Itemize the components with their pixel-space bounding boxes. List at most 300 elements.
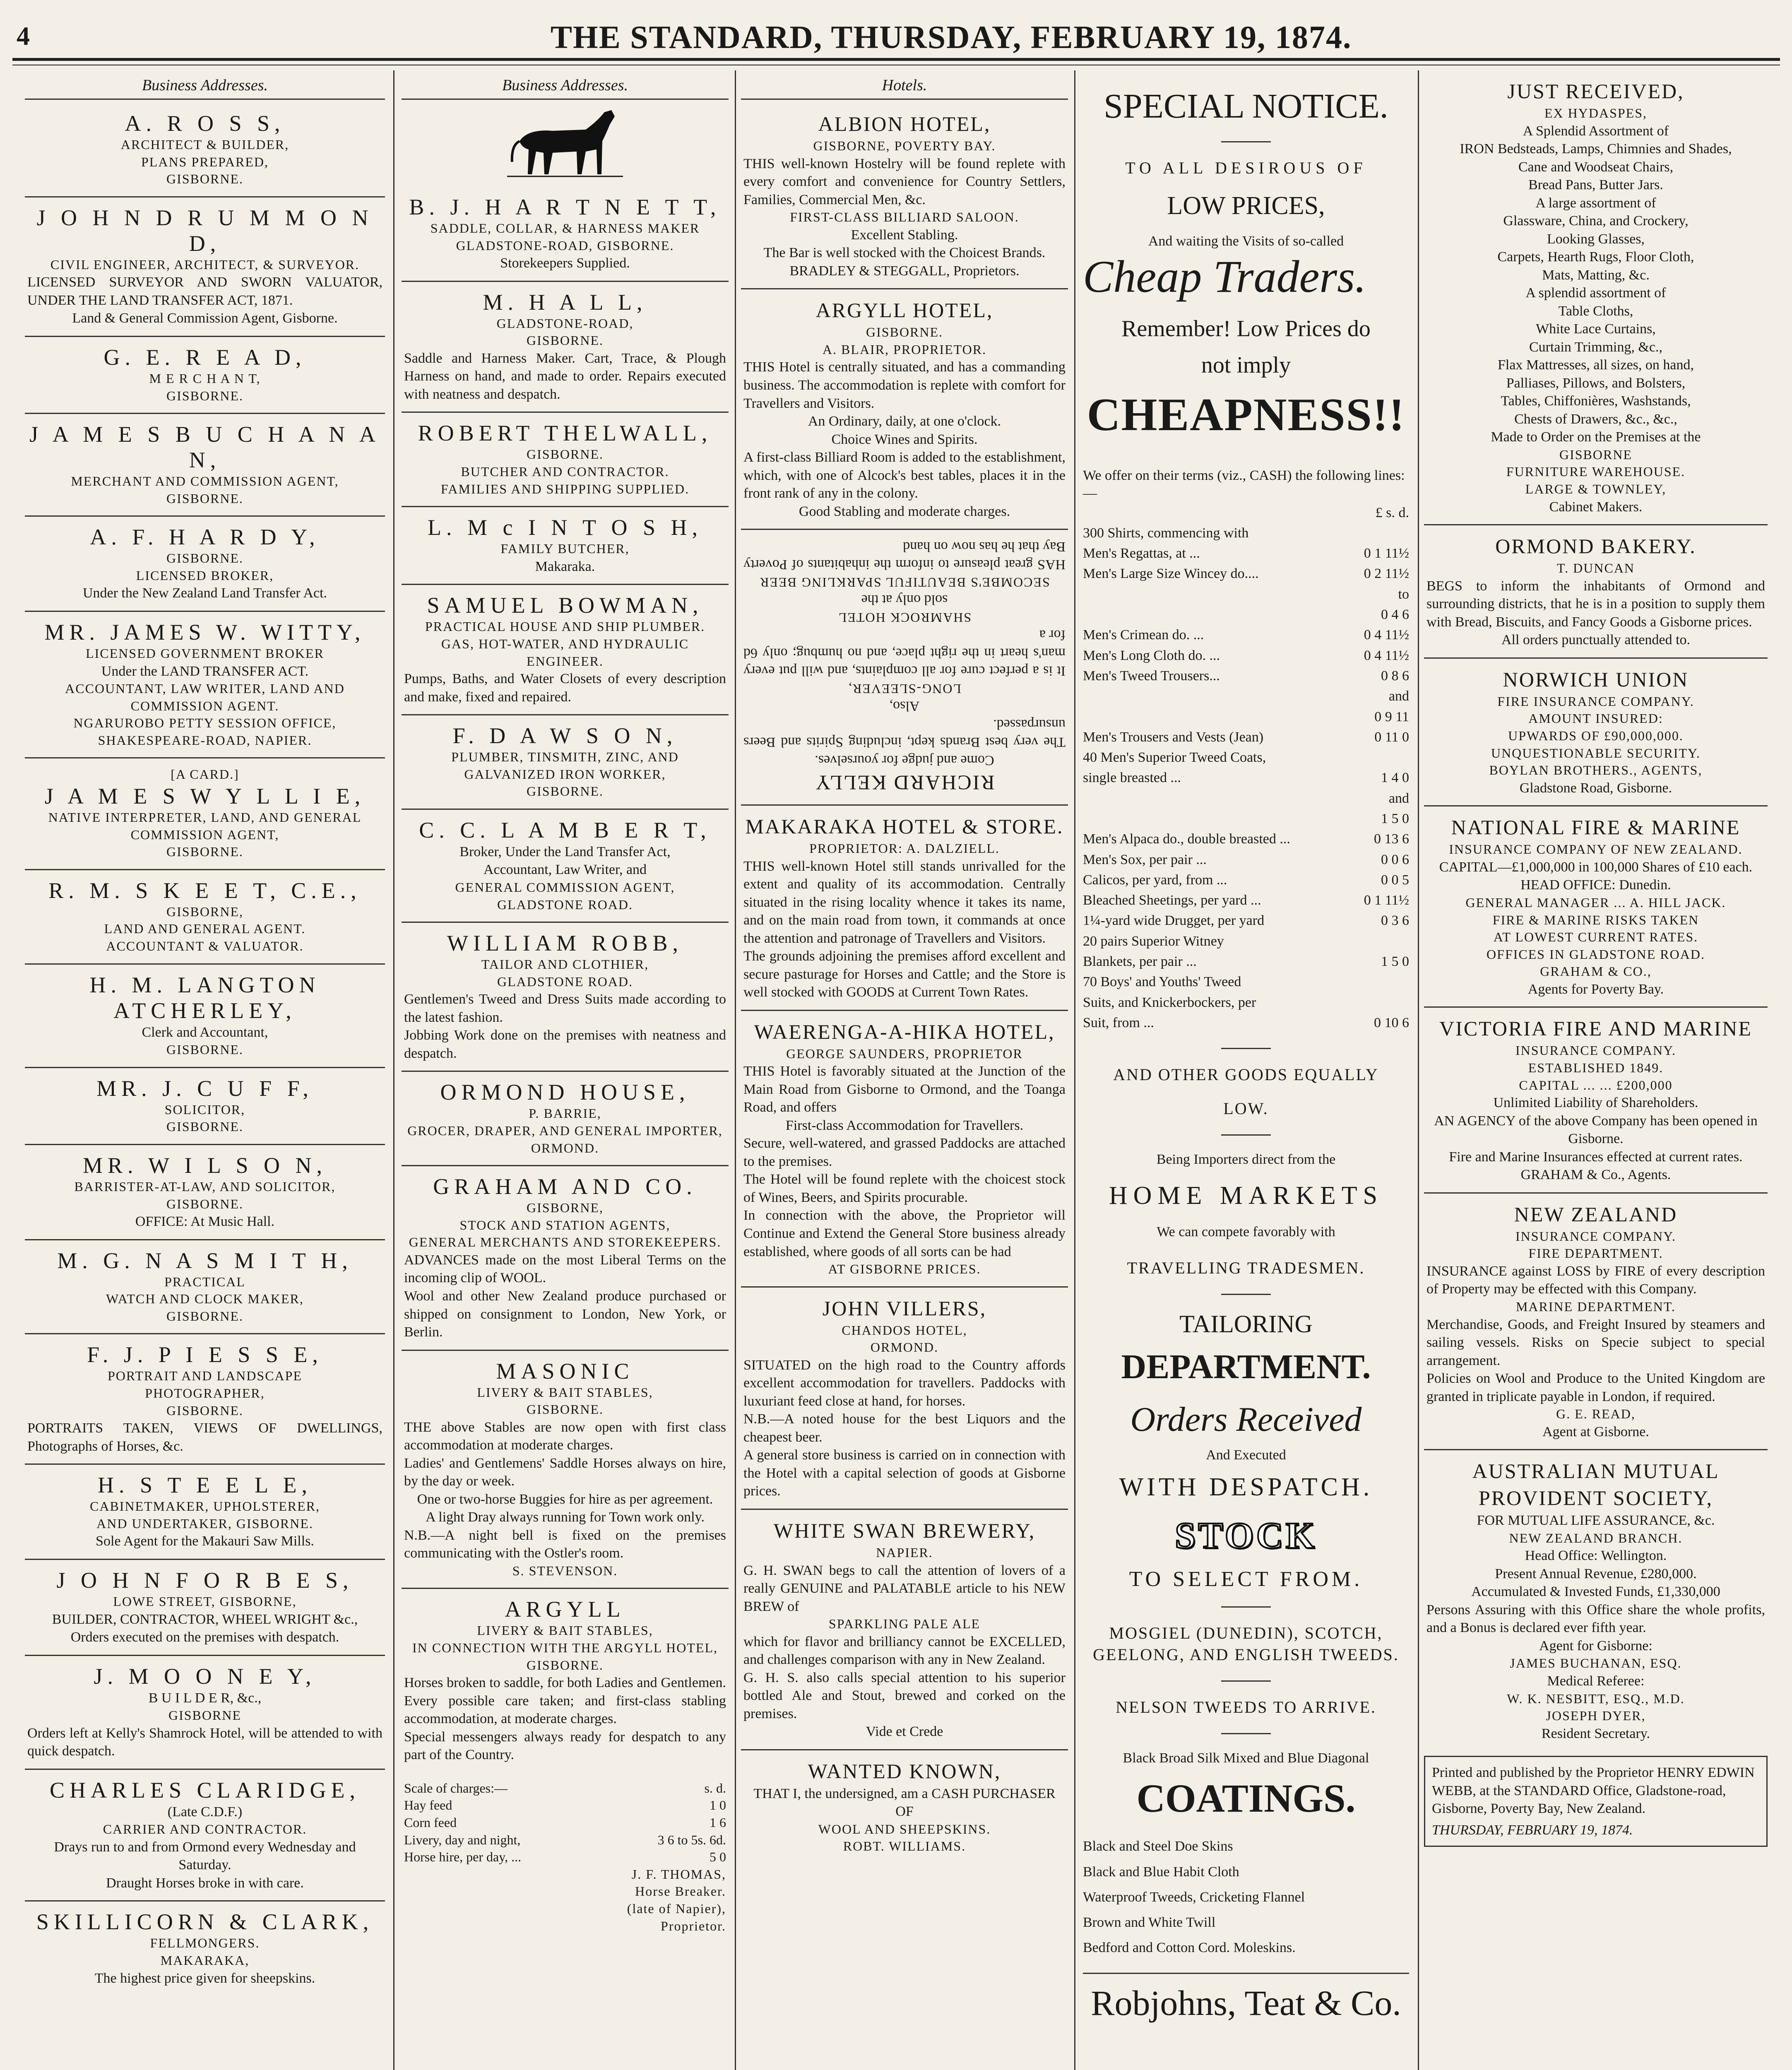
ad-line: NGARUROBO PETTY SESSION OFFICE,: [73, 715, 337, 731]
ad-name: A. F. H A R D Y,: [90, 525, 320, 550]
price-row: [1083, 850, 1409, 870]
price-value: 0 11 0: [1374, 729, 1409, 745]
column-hotels: [741, 70, 1068, 2070]
ad-line: B U I L D E R, &c.,: [148, 1690, 262, 1706]
ad-line: PRACTICAL HOUSE AND SHIP PLUMBER.: [425, 619, 705, 634]
ad-name: J O H N F O R B E S,: [56, 1567, 354, 1593]
scale-value: 3 6 to 5s. 6d.: [657, 1832, 726, 1847]
ad-line: GRAHAM & CO.,: [1540, 964, 1652, 979]
column-rule: [735, 70, 736, 2070]
robjohns-footer: Robjohns, Teat & Co.: [1083, 1973, 1409, 2024]
ad-line: BRADLEY & STEGGALL, Proprietors.: [789, 263, 1020, 279]
ad-line: Horses broken to saddle, for both Ladies and Gentlemen. Every possible care taken; and first-class stabling accommodation, at moderate charges.: [404, 1675, 726, 1727]
ad-line: Secure, well-watered, and grassed Paddocks are attached to the premises.: [743, 1136, 1066, 1169]
ad-name: MR. JAMES W. WITTY,: [44, 620, 366, 645]
ad-name: F. D A W S O N,: [452, 723, 678, 749]
ad-name: B. J. H A R T N E T T,: [409, 195, 721, 219]
ad-name: SKILLICORN & CLARK,: [36, 1909, 374, 1935]
advertisement: [741, 1750, 1068, 1863]
advertisement: [741, 1288, 1068, 1510]
charges-scale: [404, 1780, 726, 1866]
ad-name: J. M O O N E Y,: [94, 1663, 316, 1689]
price-value: 0 0 6: [1381, 852, 1409, 867]
ad-line: ORMOND.: [870, 1340, 939, 1355]
ad-name: MR. J. C U F F,: [96, 1076, 313, 1101]
price-row: [1083, 563, 1409, 584]
ad-name: R. M. S K E E T, C.E.,: [48, 878, 361, 903]
column-header: Business Addresses.: [402, 70, 729, 100]
ad-line: GENERAL MERCHANTS AND STOREKEEPERS.: [409, 1235, 722, 1250]
advertisement: [402, 1072, 729, 1166]
ad-line: LAND AND GENERAL AGENT.: [104, 921, 306, 936]
scale-row: [404, 1797, 726, 1814]
ad-line: SHAKESPEARE-ROAD, NAPIER.: [98, 732, 312, 748]
price-row: [1083, 707, 1409, 727]
advertisement: [402, 187, 729, 282]
currency-header: £ s. d.: [1375, 505, 1409, 520]
ad-line: GISBORNE.: [866, 325, 943, 340]
newspaper-title: THE STANDARD, THURSDAY, FEBRUARY 19, 1874.: [551, 19, 1352, 55]
advertisement: [1424, 659, 1768, 806]
price-value: 0 10 6: [1374, 1015, 1409, 1030]
ad-line: FIRE INSURANCE COMPANY.: [1497, 693, 1694, 709]
price-item: Suit, from ...: [1083, 1015, 1154, 1030]
ad-line: LONG-SLEEVER,: [848, 681, 961, 696]
ad-line: THIS well-known Hotel still stands unrivalled for the extent and quality of its accommodation. Centrally situated in the rising locality whence it takes its name, and on the main road from town, it commands at once the attention and patronage of Travellers and Visitors.: [743, 858, 1066, 946]
ad-line: Makaraka.: [535, 558, 595, 574]
horse-illustration: [503, 104, 627, 183]
ad-line: LOWE STREET, GISBORNE,: [113, 1593, 297, 1609]
advertisement: [25, 1560, 385, 1656]
imprint-text: Printed and published by the Proprietor HENRY EDWIN WEBB, at the STANDARD Office, Gladstone-road, Gisborne, Poverty Bay, New Zealand.: [1432, 1765, 1755, 1817]
ad-line: Bread Pans, Butter Jars.: [1528, 177, 1663, 193]
signature-line: Horse Breaker.: [635, 1884, 726, 1899]
ad-line: GISBORNE.: [166, 844, 243, 859]
special-notice-ad: [1080, 70, 1412, 2032]
advertisement: [25, 337, 385, 414]
ad-name: MASONIC: [496, 1358, 634, 1384]
price-item: 40 Men's Superior Tweed Coats,: [1083, 750, 1266, 765]
low-text: LOW.: [1223, 1099, 1269, 1118]
ad-name: MR. W I L S O N,: [82, 1153, 327, 1178]
price-row: [1083, 870, 1409, 890]
ad-line: PHOTOGRAPHER,: [145, 1386, 265, 1401]
column-header: Business Addresses.: [25, 70, 385, 100]
ad-line: GLADSTONE ROAD.: [497, 974, 633, 989]
price-row: [1083, 645, 1409, 666]
price-row: [1083, 829, 1409, 849]
ad-line: ROBT. WILLIAMS.: [843, 1839, 966, 1854]
price-item: Men's Crimean do. ...: [1083, 627, 1204, 643]
ad-line: CARRIER AND CONTRACTOR.: [103, 1822, 307, 1837]
ad-line: Ladies' and Gentlemens' Saddle Horses always on hire, by the day or week.: [404, 1455, 726, 1489]
ad-line: Present Annual Revenue, £280,000.: [1495, 1566, 1697, 1581]
ad-line: ORMOND.: [531, 1140, 599, 1155]
ad-line: THIS well-known Hostelry will be found replete with every comfort and convenience for Country Settlers, Families, Commercial Men, &c.: [743, 156, 1066, 207]
ad-line: CAPITAL—£1,000,000 in 100,000 Shares of £10 each.: [1439, 859, 1753, 875]
ad-line: WATCH AND CLOCK MAKER,: [106, 1291, 304, 1307]
ad-line: BUILDER, CONTRACTOR, WHEEL WRIGHT &c.,: [52, 1611, 358, 1627]
price-value: to: [1398, 586, 1409, 602]
price-row: [1083, 992, 1409, 1013]
price-value: 1 5 0: [1381, 954, 1409, 970]
ad-line: FELLMONGERS.: [150, 1935, 260, 1951]
ad-line: Fire and Marine Insurances effected at current rates.: [1449, 1149, 1743, 1165]
ad-line: M E R C H A N T,: [149, 371, 261, 386]
ad-line: Resident Secretary.: [1541, 1726, 1650, 1741]
ad-line: STOCK AND STATION AGENTS,: [459, 1217, 671, 1232]
ad-line: Persons Assuring with this Office share the whole profits, and a Bonus is declared ever fifth year.: [1426, 1602, 1765, 1636]
ad-name: CHARLES CLARIDGE,: [49, 1777, 360, 1803]
advertisement: [25, 758, 385, 870]
price-item: Calicos, per yard, from ...: [1083, 872, 1227, 888]
ad-line: Merchandise, Goods, and Freight Insured by steamers and sailing vessels. Risks on Specie subject to special arrangement.: [1426, 1317, 1765, 1368]
argyll-stables-scale: [402, 1772, 729, 1943]
ad-name: L. M c I N T O S H,: [427, 515, 702, 540]
advertisement: [402, 1351, 729, 1589]
ad-line: Accountant, Law Writer, and: [483, 862, 647, 878]
ad-line: The very best Brands kept, including Spirits and Beers unsurpassed.: [743, 717, 1066, 750]
price-row: [1083, 666, 1409, 686]
ad-line: GISBORNE.: [526, 1657, 604, 1673]
page-number: 4: [17, 21, 30, 51]
price-row: [1083, 543, 1409, 563]
ad-line: HEAD OFFICE: Dunedin.: [1520, 877, 1671, 893]
ad-line: WOOL AND SHEEPSKINS.: [818, 1821, 991, 1837]
ad-line: Gladstone Road, Gisborne.: [1519, 780, 1672, 796]
scale-value: 1 0: [710, 1798, 726, 1813]
ad-name: SAMUEL BOWMAN,: [427, 593, 703, 618]
advertisement: [25, 197, 385, 337]
price-item: 1¼-yard wide Drugget, per yard: [1083, 913, 1265, 929]
ad-line: Agents for Poverty Bay.: [1527, 981, 1664, 997]
ads-list: [25, 103, 385, 1995]
ad-line: INSURANCE COMPANY OF NEW ZEALAND.: [1449, 842, 1743, 857]
low-prices: LOW PRICES,: [1167, 192, 1325, 220]
ad-line: Head Office: Wellington.: [1525, 1548, 1667, 1564]
ad-line: PRACTICAL: [164, 1274, 245, 1289]
ad-line: BEGS to inform the inhabitants of Ormond and surrounding districts, that he is in a position to supply them with Bread, Biscuits, and Fancy Goods a Gisborne prices.: [1426, 578, 1765, 630]
offer-text: We offer on their terms (viz., CASH) the following lines:—: [1083, 467, 1405, 501]
advertisement: [402, 507, 729, 585]
price-value: 0 4 6: [1381, 607, 1409, 623]
ad-line: Cabinet Makers.: [1549, 499, 1643, 515]
ad-line: THIS Hotel is centrally situated, and has a commanding business. The accommodation is replete with comfort for Travellers and Visitors.: [743, 359, 1066, 411]
ad-line: Clerk and Accountant,: [142, 1024, 268, 1040]
ad-line: Under the LAND TRANSFER ACT.: [101, 663, 309, 679]
price-value: 0 2 11½: [1364, 566, 1409, 582]
ad-line: PLUMBER, TINSMITH, ZINC, AND GALVANIZED IRON WORKER,: [451, 749, 679, 782]
scale-row: [404, 1849, 726, 1866]
ad-line: SOLICITOR,: [164, 1102, 245, 1117]
fabric-items: [1083, 1834, 1409, 1960]
ad-line: GAS, HOT-WATER, AND HYDRAULIC ENGINEER.: [441, 636, 689, 669]
ad-line: ADVANCES made on the most Liberal Terms on the incoming clip of WOOL.: [404, 1252, 726, 1286]
ad-name: M. H A L L,: [483, 289, 647, 315]
ad-name: NATIONAL FIRE & MARINE: [1451, 816, 1741, 839]
ad-name: A. R O S S,: [125, 111, 285, 136]
ad-line: PLANS PREPARED,: [141, 154, 269, 169]
advertisement: [25, 517, 385, 612]
ad-line: Under the New Zealand Land Transfer Act.: [82, 585, 327, 601]
price-value: 0 0 5: [1381, 872, 1409, 888]
ad-name: NORWICH UNION: [1503, 667, 1689, 691]
ad-name: WAERENGA-A-HIKA HOTEL,: [754, 1020, 1055, 1043]
ad-line: A Splendid Assortment of: [1523, 123, 1669, 139]
ad-line: White Lace Curtains,: [1536, 321, 1656, 337]
ad-line: ARCHITECT & BUILDER,: [120, 137, 289, 152]
ad-name: ARGYLL HOTEL,: [815, 298, 993, 322]
price-item: Men's Alpaca do., double breasted ...: [1083, 831, 1290, 847]
ad-line: T. DUNCAN: [1556, 561, 1635, 576]
ad-line: All orders punctually attended to.: [1501, 632, 1691, 648]
ad-line: JOSEPH DYER,: [1546, 1708, 1646, 1723]
ad-line: A first-class Billiard Room is added to the establishment, which, with one of Alcock's best tables, places it in the front rank of any in the colony.: [743, 450, 1066, 501]
ad-line: Accumulated & Invested Funds, £1,330,000: [1471, 1584, 1720, 1600]
ad-line: P. BARRIE,: [529, 1106, 601, 1121]
ad-line: GENERAL MANAGER ... A. HILL JACK.: [1465, 895, 1726, 910]
price-row: [1083, 931, 1409, 951]
ad-line: GISBORNE.: [166, 1196, 243, 1211]
ad-line: FIRE & MARINE RISKS TAKEN: [1492, 912, 1699, 927]
ad-line: Jobbing Work done on the premises with neatness and despatch.: [404, 1028, 726, 1061]
ad-line: EX HYDASPES,: [1544, 106, 1648, 120]
ad-line: AND UNDERTAKER, GISBORNE.: [96, 1516, 313, 1531]
ad-line: MARINE DEPARTMENT.: [1515, 1299, 1676, 1314]
price-value: 0 13 6: [1374, 831, 1409, 847]
ad-name: RICHARD KELLY: [814, 771, 995, 795]
ad-line: S. STEVENSON.: [512, 1563, 618, 1578]
price-row: [1083, 890, 1409, 910]
column-business-addresses-1: [25, 70, 385, 2070]
cheapness: CHEAPNESS!!: [1087, 389, 1405, 440]
divider: [1221, 1606, 1271, 1608]
advertisement: [1424, 1450, 1768, 1751]
ad-line: Chests of Drawers, &c., &c.,: [1514, 411, 1677, 427]
scale-row: [404, 1832, 726, 1849]
ads-list: [1424, 70, 1768, 1751]
ad-line: Also,: [889, 698, 920, 714]
ad-line: Sole Agent for the Makauri Saw Mills.: [96, 1533, 314, 1549]
ad-line: UNQUESTIONABLE SECURITY.: [1491, 745, 1701, 761]
scale-value: 5 0: [710, 1849, 726, 1865]
cheap-traders: Cheap Traders.: [1083, 251, 1366, 302]
ad-name: ORMOND HOUSE,: [440, 1080, 690, 1105]
ad-line: GISBORNE, POVERTY BAY.: [813, 138, 996, 153]
ad-line: FIRST-CLASS BILLIARD SALOON.: [790, 209, 1019, 225]
ad-line: MERCHANT AND COMMISSION AGENT,: [71, 474, 339, 489]
price-item: Men's Regattas, at ...: [1083, 546, 1200, 561]
ad-line: Agent for Gisborne:: [1539, 1638, 1652, 1654]
advertisement: [25, 414, 385, 517]
price-row: [1083, 747, 1409, 768]
ad-line: A general store business is carried on in connection with the Hotel with a capital selection of goods at Gisborne prices.: [743, 1447, 1066, 1499]
price-value: 0 4 11½: [1364, 647, 1409, 663]
proprietor-signature: [404, 1866, 726, 1935]
column-header: Hotels.: [741, 70, 1068, 100]
imprint-date: THURSDAY, FEBRUARY 19, 1874.: [1432, 1822, 1633, 1838]
ad-line: A large assortment of: [1535, 195, 1656, 211]
ads-list: [402, 187, 729, 1772]
ad-name: WILLIAM ROBB,: [447, 931, 683, 956]
price-rows: [1083, 523, 1409, 1033]
price-item: Men's Tweed Trousers...: [1083, 668, 1220, 684]
column-business-addresses-2: [402, 70, 729, 2070]
price-row: [1083, 809, 1409, 829]
inverted-ad: [743, 537, 1066, 796]
ad-line: Table Cloths,: [1558, 303, 1633, 319]
ad-line: Orders left at Kelly's Shamrock Hotel, will be attended to with quick despatch.: [27, 1725, 382, 1759]
ad-name: GRAHAM AND CO.: [433, 1174, 697, 1199]
ad-name: J A M E S B U C H A N A N,: [29, 422, 380, 473]
fabric-item: Brown and White Twill: [1083, 1914, 1216, 1930]
ad-line: N.B.—A night bell is fixed on the premises communicating with the Ostler's room.: [404, 1527, 726, 1561]
ad-line: IN CONNECTION WITH THE ARGYLL HOTEL,: [412, 1640, 718, 1656]
price-item: Blankets, per pair ...: [1083, 954, 1197, 970]
advertisement: [25, 1240, 385, 1335]
price-item: 20 pairs Superior Witney: [1083, 933, 1224, 949]
ad-line: GLADSTONE-ROAD,: [496, 315, 634, 331]
ad-line: sold only at the: [861, 592, 948, 608]
ad-line: GISBORNE.: [166, 1308, 243, 1324]
ad-line: MAKARAKA,: [160, 1952, 250, 1968]
silk-mixed: Black Broad Silk Mixed and Blue Diagonal: [1123, 1750, 1369, 1766]
signature-line: J. F. THOMAS,: [631, 1866, 726, 1882]
fabric-item: Bedford and Cotton Cord. Moleskins.: [1083, 1940, 1296, 1956]
divider: [1221, 1733, 1271, 1734]
ad-line: GISBORNE.: [526, 333, 604, 348]
price-value: 1 5 0: [1381, 811, 1409, 826]
ad-line: W. K. NESBITT, ESQ., M.D.: [1507, 1691, 1685, 1706]
ad-line: which for flavor and brilliancy cannot be EXCELLED, and challenges comparison with any in New Zealand.: [743, 1634, 1066, 1668]
ad-line: LARGE & TOWNLEY,: [1525, 481, 1667, 497]
ad-line: FAMILIES AND SHIPPING SUPPLIED.: [440, 481, 690, 496]
ad-line: CHANDOS HOTEL,: [842, 1322, 967, 1338]
ad-line: GISBORNE.: [526, 447, 604, 462]
ad-line: SITUATED on the high road to the Country affords excellent accommodation for travellers. Paddocks with luxuriant feed close at hand, for horses.: [743, 1357, 1066, 1409]
ad-line: Orders executed on the premises with despatch.: [70, 1630, 339, 1645]
advertisement: [1424, 806, 1768, 1008]
ad-name: G. E. R E A D,: [103, 344, 306, 370]
advertisement: [402, 923, 729, 1072]
ad-line: THIS Hotel is favorably situated at the Junction of the Main Road from Gisborne to Ormond, and the Toanga Road, and offers: [743, 1064, 1066, 1115]
price-value: 0 1 11½: [1364, 893, 1409, 908]
ad-line: Drays run to and from Ormond every Wednesday and Saturday.: [54, 1839, 356, 1873]
ad-line: JAMES BUCHANAN, ESQ.: [1510, 1656, 1682, 1671]
ad-line: Land & General Commission Agent, Gisborne.: [72, 310, 338, 326]
compete-text: We can compete favorably with: [1157, 1224, 1335, 1240]
ad-line: Excellent Stabling.: [851, 227, 958, 243]
ad-line: The grounds adjoining the premises afford excellent and secure pasturage for Horses and Cattle; and the Store is well stocked with GOODS at Current Town Rates.: [743, 948, 1066, 1000]
advertisement: [25, 965, 385, 1068]
scale-row: [404, 1814, 726, 1832]
ad-line: CAPITAL ... ... £200,000: [1519, 1077, 1673, 1093]
ad-line: GISBORNE.: [526, 1402, 604, 1417]
masthead: [12, 8, 1780, 70]
ad-line: A splendid assortment of: [1525, 285, 1666, 301]
scale-value: 1 6: [710, 1815, 726, 1830]
ad-name: WHITE SWAN BREWERY,: [773, 1519, 1036, 1542]
ad-line: AN AGENCY of the above Company has been opened in Gisborne.: [1434, 1113, 1758, 1147]
intro: TO ALL DESIROUS OF: [1125, 159, 1367, 177]
ad-line: SECOMBE'S BEAUTIFUL SPARKLING BEER: [759, 575, 1050, 590]
advertisement: [402, 282, 729, 413]
masthead-rule: [12, 58, 1780, 61]
advertisement: [25, 1334, 385, 1465]
ad-name: NEW ZEALAND: [1514, 1202, 1678, 1226]
advertisement: [1424, 1194, 1768, 1451]
price-row: [1083, 727, 1409, 747]
price-row: [1083, 523, 1409, 543]
ad-line: An Ordinary, daily, at one o'clock.: [808, 414, 1001, 429]
nelson-tweeds: NELSON TWEEDS TO ARRIVE.: [1116, 1697, 1376, 1716]
ad-name: VICTORIA FIRE AND MARINE: [1439, 1017, 1752, 1040]
orders-received: Orders Received: [1130, 1400, 1362, 1439]
price-value: 0 8 6: [1381, 668, 1409, 684]
price-item: Bleached Sheetings, per yard ...: [1083, 893, 1261, 908]
price-item: 300 Shirts, commencing with: [1083, 525, 1249, 541]
executed: And Executed: [1206, 1447, 1286, 1463]
column-rule: [393, 70, 394, 2070]
advertisement: [741, 1510, 1068, 1750]
ad-line: THE above Stables are now open with first class accommodation at moderate charges.: [404, 1419, 726, 1453]
ad-line: NEW ZEALAND BRANCH.: [1509, 1530, 1683, 1545]
price-row: [1083, 584, 1409, 604]
ad-card-label: [A CARD.]: [171, 767, 239, 782]
ad-line: SADDLE, COLLAR, & HARNESS MAKER: [430, 221, 700, 236]
ad-line: GISBORNE.: [166, 491, 243, 506]
not-imply: not imply: [1201, 352, 1291, 378]
ad-line: GLADSTONE-ROAD, GISBORNE.: [456, 238, 674, 253]
ad-name: MAKARAKA HOTEL & STORE.: [745, 815, 1064, 838]
price-row: [1083, 604, 1409, 625]
fabric-item: Black and Blue Habit Cloth: [1083, 1864, 1239, 1880]
column-rule: [1418, 70, 1419, 2070]
ad-line: PORTRAIT AND LANDSCAPE: [108, 1368, 302, 1384]
ad-name: JUST RECEIVED,: [1507, 79, 1684, 103]
ad-line: FAMILY BUTCHER,: [500, 541, 630, 556]
ad-line: Agent at Gisborne.: [1542, 1424, 1649, 1439]
advertisement: [25, 1656, 385, 1770]
advertisement: [741, 1011, 1068, 1288]
ad-line: LICENSED SURVEYOR AND SWORN VALUATOR, UNDER THE LAND TRANSFER ACT, 1871.: [27, 274, 382, 308]
ad-line: G. H. S. also calls special attention to his superior bottled Ale and Stout, brewed and corked on the premises.: [743, 1670, 1066, 1721]
ad-line: G. E. READ,: [1556, 1406, 1636, 1422]
ad-line: GRAHAM & Co., Agents.: [1520, 1167, 1671, 1183]
ad-line: UPWARDS OF £90,000,000.: [1508, 728, 1684, 744]
with-despatch: WITH DESPATCH.: [1119, 1473, 1373, 1501]
remember-text: Remember! Low Prices do: [1121, 315, 1371, 342]
ad-line: BARRISTER-AT-LAW, AND SOLICITOR,: [74, 1179, 336, 1194]
ad-line: GISBORNE.: [166, 1042, 243, 1057]
ad-line: GISBORNE,: [166, 904, 243, 919]
ad-line: G. H. SWAN begs to call the attention of lovers of a really GENUINE and PALATABLE article to his NEW BREW of: [743, 1562, 1066, 1614]
advertisement: [402, 810, 729, 923]
ad-line: BOYLAN BROTHERS., AGENTS,: [1489, 763, 1703, 778]
ad-line: IRON Bedsteads, Lamps, Chimnies and Shades,: [1460, 141, 1732, 157]
scale-rows: [404, 1797, 726, 1865]
price-item: Men's Large Size Wincey do....: [1083, 566, 1259, 582]
ad-line: Curtain Trimming, &c.,: [1529, 339, 1663, 355]
price-row: [1083, 788, 1409, 809]
ad-name: ROBERT THELWALL,: [418, 421, 712, 446]
fabric-item: Black and Steel Doe Skins: [1083, 1839, 1233, 1854]
ad-line: FURNITURE WAREHOUSE.: [1506, 464, 1686, 479]
ad-line: Gentlemen's Tweed and Dress Suits made according to the latest fashion.: [404, 992, 726, 1025]
ads-list: [741, 103, 1068, 1863]
home-markets: HOME MARKETS: [1109, 1181, 1383, 1210]
advertisement: [25, 612, 385, 758]
